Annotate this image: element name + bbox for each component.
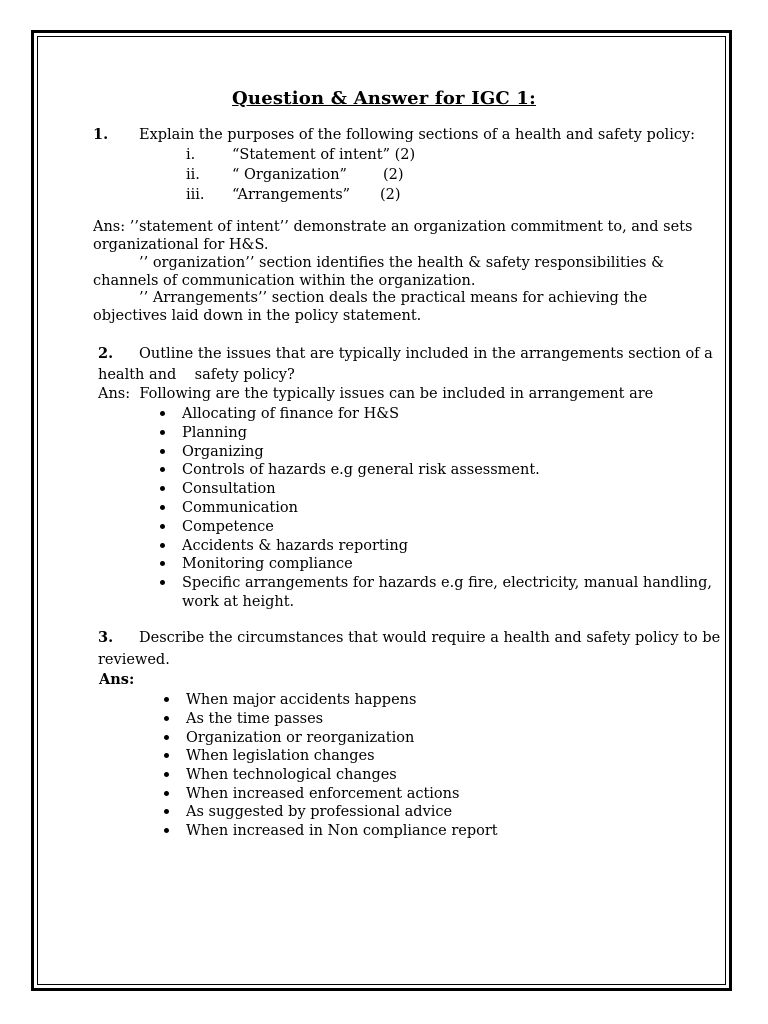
q2-bullet-item: Planning	[182, 425, 247, 441]
q3-question-line: reviewed.	[98, 652, 170, 668]
q3-bullet-item: When technological changes	[186, 767, 397, 783]
q3-bullet-item: When major accidents happens	[186, 692, 417, 708]
bullet-icon	[160, 561, 165, 566]
q3-bullet-item: When increased in Non compliance report	[186, 823, 498, 839]
q2-bullet-item: Allocating of finance for H&S	[182, 406, 400, 422]
q1-answer-line: ’’ Arrangements’’ section deals the practical means for achieving the	[139, 290, 648, 306]
bullet-icon	[160, 580, 165, 585]
bullet-icon	[160, 543, 165, 548]
bullet-icon	[164, 791, 169, 796]
bullet-icon	[164, 809, 169, 814]
bullet-icon	[164, 828, 169, 833]
q1-item-marks: (2)	[383, 167, 404, 183]
page-border	[31, 30, 732, 991]
q2-bullet-item: Controls of hazards e.g general risk assessment.	[182, 462, 540, 478]
bullet-icon	[164, 735, 169, 740]
bullet-icon	[164, 716, 169, 721]
bullet-icon	[160, 505, 165, 510]
bullet-icon	[160, 449, 165, 454]
page-border-inner	[37, 36, 726, 985]
bullet-icon	[160, 430, 165, 435]
q2-bullet-item: Organizing	[182, 444, 264, 460]
document-title: Question & Answer for IGC 1:	[232, 88, 536, 109]
bullet-icon	[160, 467, 165, 472]
q2-bullet-item: Monitoring compliance	[182, 556, 353, 572]
q2-bullet-item-continued: work at height.	[182, 594, 295, 610]
q3-answer-label: Ans:	[99, 671, 135, 688]
q1-item-numeral: ii.	[186, 167, 200, 183]
bullet-icon	[160, 411, 165, 416]
q1-item-numeral: iii.	[186, 187, 205, 203]
q1-question: Explain the purposes of the following sections of a health and safety policy:	[139, 127, 696, 143]
q3-number: 3.	[98, 629, 114, 646]
q1-answer-line: Ans: ’’statement of intent’’ demonstrate an organization commitment to, and sets	[93, 219, 693, 235]
q2-bullet-item: Competence	[182, 519, 274, 535]
q3-bullet-item: As suggested by professional advice	[186, 804, 453, 820]
q3-bullet-item: When legislation changes	[186, 748, 375, 764]
q3-bullet-item: Organization or reorganization	[186, 730, 415, 746]
q2-question-line: Outline the issues that are typically included in the arrangements section of a	[139, 346, 713, 362]
q1-answer-line: objectives laid down in the policy statement.	[93, 308, 422, 324]
bullet-icon	[164, 753, 169, 758]
q3-question-line: Describe the circumstances that would require a health and safety policy to be	[139, 630, 721, 646]
bullet-icon	[164, 697, 169, 702]
q1-answer-line: channels of communication within the organization.	[93, 273, 476, 289]
bullet-icon	[160, 486, 165, 491]
q2-number: 2.	[98, 345, 114, 362]
bullet-icon	[160, 524, 165, 529]
q2-bullet-item: Communication	[182, 500, 298, 516]
q1-item-text: “Arrangements”	[232, 187, 351, 203]
q1-item-text: “ Organization”	[232, 167, 347, 183]
q1-answer-line: ’’ organization’’ section identifies the health & safety responsibilities &	[139, 255, 665, 271]
q1-answer-line: organizational for H&S.	[93, 237, 269, 253]
q1-number: 1.	[93, 126, 109, 143]
q1-item-text: “Statement of intent” (2)	[232, 147, 416, 163]
q3-bullet-item: When increased enforcement actions	[186, 786, 460, 802]
q2-bullet-item: Consultation	[182, 481, 276, 497]
bullet-icon	[164, 772, 169, 777]
q2-answer-intro: Ans: Following are the typically issues can be included in arrangement are	[98, 386, 654, 402]
q1-item-numeral: i.	[186, 147, 196, 163]
q2-bullet-item: Accidents & hazards reporting	[182, 538, 409, 554]
q2-bullet-item: Specific arrangements for hazards e.g fire, electricity, manual handling,	[182, 575, 712, 591]
q2-question-line: health and safety policy?	[98, 367, 295, 383]
q1-item-marks: (2)	[380, 187, 401, 203]
q3-bullet-item: As the time passes	[186, 711, 324, 727]
